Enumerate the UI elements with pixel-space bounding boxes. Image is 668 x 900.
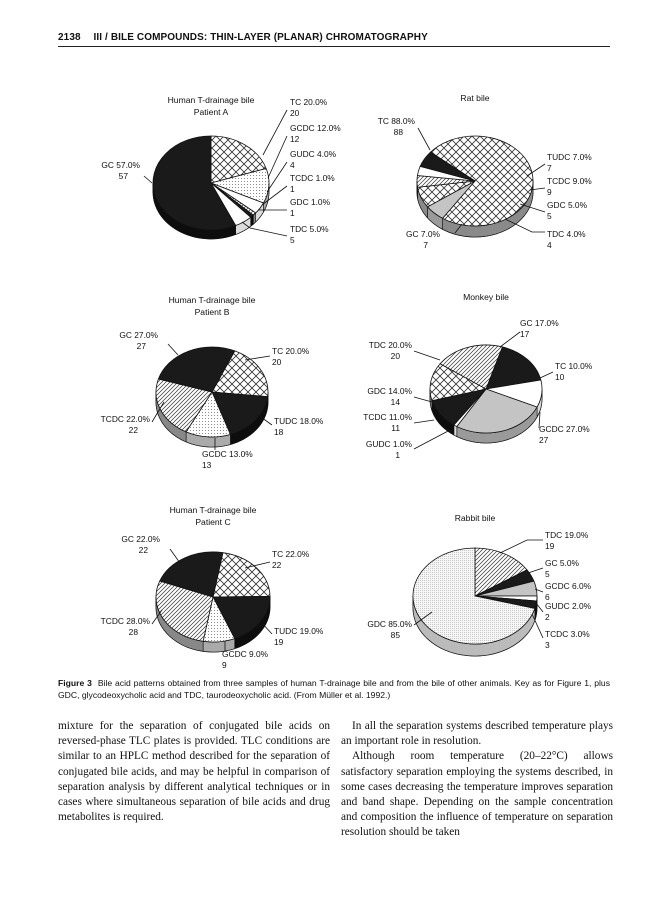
slice-value-tc: 22 bbox=[272, 560, 282, 570]
right-paragraph-2: Although room temperature (20–22°C) allows satisfactory separation employing the systems described, in some cases decreasing the temperature improves separation and band shape. Depending on the sample concentration and composition the influence of temperature on separation resolution should be taken bbox=[341, 750, 613, 839]
slice-label-gc: GC 5.0% bbox=[545, 558, 579, 568]
slice-value-tc: 20 bbox=[272, 357, 282, 367]
slice-label-tudc: TUDC 19.0% bbox=[274, 626, 324, 636]
slice-value-gudc: 2 bbox=[545, 612, 550, 622]
slice-label-tc: TC 10.0% bbox=[555, 361, 593, 371]
slice-label-gudc: GUDC 1.0% bbox=[365, 439, 412, 449]
slice-value-tcdc: 28 bbox=[128, 627, 138, 637]
slice-value-gdc: 5 bbox=[547, 211, 552, 221]
slice-value-tcdc: 1 bbox=[290, 184, 295, 194]
slice-label-gc: GC 27.0% bbox=[119, 330, 158, 340]
pie-chart-1 bbox=[101, 95, 341, 245]
slice-value-tcdc: 9 bbox=[547, 187, 552, 197]
slice-value-gc: 57 bbox=[118, 171, 128, 181]
leader-line bbox=[500, 332, 520, 347]
slice-label-gc: GC 17.0% bbox=[520, 318, 559, 328]
leader-line bbox=[528, 568, 543, 573]
slice-value-gudc: 4 bbox=[290, 160, 295, 170]
body-left-column bbox=[58, 719, 330, 825]
slice-label-gc: GC 57.0% bbox=[101, 160, 140, 170]
slice-value-tc: 10 bbox=[555, 372, 565, 382]
pie-title: Human T-drainage bile bbox=[167, 95, 255, 105]
slice-label-tcdc: TCDC 9.0% bbox=[547, 176, 592, 186]
slice-label-tcdc: TCDC 28.0% bbox=[100, 616, 150, 626]
leader-line bbox=[414, 397, 432, 402]
pie-title: Rat bile bbox=[460, 93, 490, 103]
slice-value-tc: 88 bbox=[393, 127, 403, 137]
pie-subtitle: Patient C bbox=[195, 517, 231, 527]
slice-label-gcdc: GCDC 13.0% bbox=[202, 449, 253, 459]
slice-label-tcdc: TCDC 22.0% bbox=[100, 414, 150, 424]
pie-chart-3 bbox=[101, 295, 324, 470]
slice-label-gudc: GUDC 2.0% bbox=[545, 601, 592, 611]
slice-label-tudc: TUDC 18.0% bbox=[274, 416, 324, 426]
slice-value-gcdc: 13 bbox=[202, 460, 212, 470]
pie-chart-5 bbox=[101, 505, 324, 670]
slice-value-gdc: 1 bbox=[290, 208, 295, 218]
leader-line bbox=[267, 162, 287, 192]
leader-line bbox=[268, 136, 287, 178]
slice-label-gc: GC 22.0% bbox=[121, 534, 160, 544]
caption-label: Figure 3 bbox=[58, 678, 92, 688]
slice-value-tudc: 19 bbox=[274, 637, 284, 647]
pie-subtitle: Patient B bbox=[194, 307, 230, 317]
slice-label-tc: TC 88.0% bbox=[377, 116, 415, 126]
slice-value-gc: 7 bbox=[423, 240, 428, 250]
slice-value-gcdc: 9 bbox=[222, 660, 227, 670]
left-paragraph: mixture for the separation of conjugated bile acids on reversed-phase TLC plates is provided. TLC conditions are similar to an HPLC method described for the separation of conjugated bile acids, and may be helpful in comparison of separation analysis by different analytical techniques or in cases where simultaneous separation of bile acids and drug metabolites is required. bbox=[58, 720, 330, 824]
slice-value-tdc: 19 bbox=[545, 541, 555, 551]
pie-subtitle: Patient A bbox=[193, 107, 229, 117]
slice-value-gc: 27 bbox=[136, 341, 146, 351]
leader-line bbox=[414, 351, 440, 360]
slice-label-gc: GC 7.0% bbox=[406, 229, 440, 239]
slice-label-gdc: GDC 85.0% bbox=[367, 619, 412, 629]
slice-label-gdc: GDC 14.0% bbox=[367, 386, 412, 396]
slice-value-gcdc: 12 bbox=[290, 134, 300, 144]
slice-label-gcdc: GCDC 6.0% bbox=[545, 581, 592, 591]
slice-label-gcdc: GCDC 9.0% bbox=[222, 649, 269, 659]
slice-value-gudc: 1 bbox=[395, 450, 400, 460]
slice-label-tc: TC 20.0% bbox=[272, 346, 310, 356]
leader-line bbox=[144, 176, 152, 183]
slice-label-tc: TC 20.0% bbox=[290, 97, 328, 107]
leader-line bbox=[500, 540, 543, 553]
slice-label-gudc: GUDC 4.0% bbox=[290, 149, 337, 159]
slice-label-tc: TC 22.0% bbox=[272, 549, 310, 559]
slice-value-gcdc: 6 bbox=[545, 592, 550, 602]
slice-label-tdc: TDC 4.0% bbox=[547, 229, 586, 239]
leader-line bbox=[418, 128, 430, 150]
slice-value-tudc: 7 bbox=[547, 163, 552, 173]
slice-label-tdc: TDC 5.0% bbox=[290, 224, 329, 234]
leader-line bbox=[168, 344, 178, 355]
caption-text: Bile acid patterns obtained from three samples of human T-drainage bile and from the bile of other animals. Key as for Figure 1, plus GDC, glycodeoxycholic acid and TDC, taurodeoxycholic acid. (From Müller et al. 1992.) bbox=[58, 678, 610, 701]
leader-line bbox=[540, 372, 553, 378]
slice-value-tdc: 4 bbox=[547, 240, 552, 250]
page-number: 2138 bbox=[58, 32, 81, 43]
slice-value-tc: 20 bbox=[290, 108, 300, 118]
figure-caption bbox=[58, 677, 610, 702]
slice-value-gdc: 14 bbox=[390, 397, 400, 407]
slice-value-gc: 5 bbox=[545, 569, 550, 579]
pie-title: Monkey bile bbox=[463, 292, 509, 302]
slice-label-tcdc: TCDC 1.0% bbox=[290, 173, 335, 183]
pie-chart-6 bbox=[367, 513, 591, 656]
slice-label-gcdc: GCDC 12.0% bbox=[290, 123, 341, 133]
slice-value-tdc: 20 bbox=[390, 351, 400, 361]
slice-label-tcdc: TCDC 3.0% bbox=[545, 629, 590, 639]
body-right-column bbox=[341, 719, 613, 841]
slice-value-gdc: 85 bbox=[390, 630, 400, 640]
slice-value-tudc: 18 bbox=[274, 427, 284, 437]
right-paragraph-1: In all the separation systems described temperature plays an important role in resolution. bbox=[341, 720, 613, 748]
leader-line bbox=[170, 549, 180, 563]
slice-value-gc: 17 bbox=[520, 329, 530, 339]
slice-value-tcdc: 3 bbox=[545, 640, 550, 650]
slice-value-tcdc: 22 bbox=[128, 425, 138, 435]
slice-label-tdc: TDC 20.0% bbox=[368, 340, 412, 350]
leader-line bbox=[263, 110, 287, 155]
slice-value-tdc: 5 bbox=[290, 235, 295, 245]
leader-line bbox=[414, 420, 434, 423]
running-title: III / BILE COMPOUNDS: THIN-LAYER (PLANAR) CHROMATOGRAPHY bbox=[93, 32, 428, 43]
slice-label-tcdc: TCDC 11.0% bbox=[363, 412, 412, 422]
slice-value-gcdc: 27 bbox=[539, 435, 549, 445]
pie-chart-4 bbox=[363, 292, 593, 460]
slice-label-gdc: GDC 5.0% bbox=[547, 200, 588, 210]
pie-chart-2 bbox=[378, 93, 592, 250]
slice-label-gdc: GDC 1.0% bbox=[290, 197, 331, 207]
slice-label-tudc: TUDC 7.0% bbox=[547, 152, 592, 162]
slice-value-gc: 22 bbox=[138, 545, 148, 555]
pie-title: Human T-drainage bile bbox=[168, 295, 256, 305]
leader-line bbox=[532, 614, 543, 638]
leader-line bbox=[414, 430, 450, 449]
pie-title: Rabbit bile bbox=[454, 513, 496, 523]
slice-value-tcdc: 11 bbox=[391, 423, 400, 433]
slice-label-gcdc: GCDC 27.0% bbox=[539, 424, 590, 434]
pie-title: Human T-drainage bile bbox=[169, 505, 257, 515]
slice-label-tdc: TDC 19.0% bbox=[545, 530, 589, 540]
